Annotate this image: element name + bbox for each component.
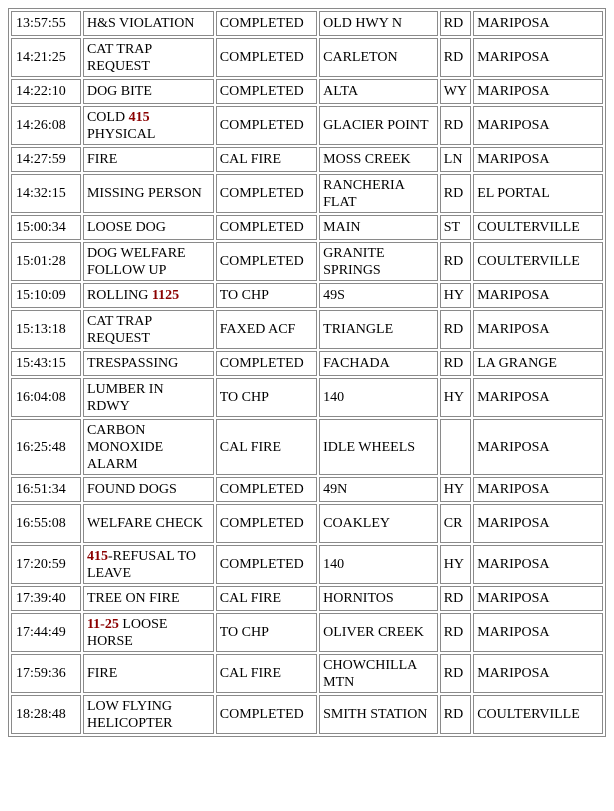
street-suffix-cell: HY <box>440 283 471 308</box>
street-cell: HORNITOS <box>319 586 438 611</box>
table-row <box>11 419 603 475</box>
city-cell: MARIPOSA <box>473 79 603 104</box>
disposition-cell: COMPLETED <box>216 106 317 145</box>
call-type-text: DOG BITE <box>86 84 152 99</box>
table-row <box>11 378 603 417</box>
city-cell: MARIPOSA <box>473 378 603 417</box>
table-row <box>11 215 603 240</box>
call-type-text: CARBON MONOXIDE ALARM <box>86 422 164 472</box>
city-cell: MARIPOSA <box>473 545 603 584</box>
city-cell: MARIPOSA <box>473 419 603 475</box>
call-type-cell <box>83 106 214 145</box>
city-cell: COULTERVILLE <box>473 215 603 240</box>
street-cell: MOSS CREEK <box>319 147 438 172</box>
street-cell: GLACIER POINT <box>319 106 438 145</box>
disposition-cell: CAL FIRE <box>216 654 317 693</box>
street-suffix-cell: HY <box>440 378 471 417</box>
call-type-cell <box>83 38 214 77</box>
disposition-cell: COMPLETED <box>216 11 317 36</box>
call-type-cell <box>83 504 214 543</box>
table-row <box>11 79 603 104</box>
street-cell: RANCHERIA FLAT <box>319 174 438 213</box>
street-cell: OLIVER CREEK <box>319 613 438 652</box>
city-cell: MARIPOSA <box>473 106 603 145</box>
time-cell: 16:25:48 <box>11 419 81 475</box>
street-suffix-cell: RD <box>440 586 471 611</box>
table-row <box>11 310 603 349</box>
time-cell: 15:10:09 <box>11 283 81 308</box>
table-row <box>11 11 603 36</box>
street-cell: OLD HWY N <box>319 11 438 36</box>
city-cell: COULTERVILLE <box>473 695 603 734</box>
street-cell: FACHADA <box>319 351 438 376</box>
code-highlight: 11-25 <box>86 616 119 632</box>
disposition-cell: TO CHP <box>216 613 317 652</box>
call-type-text: FIRE <box>86 666 118 681</box>
call-type-text: LUMBER IN RDWY <box>86 381 164 414</box>
street-suffix-cell: RD <box>440 11 471 36</box>
call-type-cell <box>83 11 214 36</box>
call-type-text: -REFUSAL TO LEAVE <box>86 548 196 581</box>
call-type-text: CAT TRAP REQUEST <box>86 313 152 346</box>
call-type-text: TRESPASSING <box>86 356 179 371</box>
disposition-cell: COMPLETED <box>216 242 317 281</box>
city-cell: MARIPOSA <box>473 586 603 611</box>
street-cell: 140 <box>319 378 438 417</box>
street-cell: GRANITE SPRINGS <box>319 242 438 281</box>
call-type-text: LOW FLYING HELICOPTER <box>86 698 173 731</box>
city-cell: MARIPOSA <box>473 504 603 543</box>
time-cell: 17:20:59 <box>11 545 81 584</box>
street-suffix-cell: LN <box>440 147 471 172</box>
city-cell: MARIPOSA <box>473 11 603 36</box>
call-type-text: TREE ON FIRE <box>86 591 180 606</box>
call-type-text: MISSING PERSON <box>86 186 202 201</box>
street-cell: 140 <box>319 545 438 584</box>
city-cell: LA GRANGE <box>473 351 603 376</box>
time-cell: 14:26:08 <box>11 106 81 145</box>
table-row <box>11 654 603 693</box>
time-cell: 16:51:34 <box>11 477 81 502</box>
time-cell: 15:01:28 <box>11 242 81 281</box>
street-suffix-cell: RD <box>440 242 471 281</box>
call-type-cell <box>83 586 214 611</box>
disposition-cell: COMPLETED <box>216 351 317 376</box>
call-type-cell <box>83 283 214 308</box>
call-type-text: CAT TRAP REQUEST <box>86 41 152 74</box>
street-suffix-cell: WY <box>440 79 471 104</box>
call-type-cell <box>83 147 214 172</box>
call-type-text: FIRE <box>86 152 118 167</box>
call-type-cell <box>83 79 214 104</box>
call-type-text: DOG WELFARE FOLLOW UP <box>86 245 186 278</box>
time-cell: 17:59:36 <box>11 654 81 693</box>
street-suffix-cell: HY <box>440 477 471 502</box>
call-type-cell <box>83 477 214 502</box>
city-cell: MARIPOSA <box>473 613 603 652</box>
call-type-cell <box>83 654 214 693</box>
table-row <box>11 613 603 652</box>
call-type-cell <box>83 378 214 417</box>
table-row <box>11 147 603 172</box>
time-cell: 15:00:34 <box>11 215 81 240</box>
table-row <box>11 242 603 281</box>
street-suffix-cell <box>440 419 471 475</box>
call-type-text: H&S VIOLATION <box>86 16 195 31</box>
call-type-cell <box>83 242 214 281</box>
call-log-table <box>8 8 606 737</box>
disposition-cell: TO CHP <box>216 378 317 417</box>
time-cell: 17:44:49 <box>11 613 81 652</box>
call-type-text: LOOSE DOG <box>86 220 166 235</box>
city-cell: MARIPOSA <box>473 283 603 308</box>
table-row <box>11 174 603 213</box>
call-type-cell <box>83 174 214 213</box>
call-type-cell <box>83 351 214 376</box>
table-row <box>11 695 603 734</box>
call-type-text: PHYSICAL <box>86 126 156 142</box>
time-cell: 14:21:25 <box>11 38 81 77</box>
disposition-cell: COMPLETED <box>216 38 317 77</box>
city-cell: COULTERVILLE <box>473 242 603 281</box>
table-row <box>11 38 603 77</box>
disposition-cell: COMPLETED <box>216 79 317 104</box>
table-row <box>11 106 603 145</box>
time-cell: 14:22:10 <box>11 79 81 104</box>
table-row <box>11 586 603 611</box>
street-suffix-cell: RD <box>440 695 471 734</box>
street-cell: SMITH STATION <box>319 695 438 734</box>
table-row <box>11 504 603 543</box>
disposition-cell: CAL FIRE <box>216 147 317 172</box>
street-cell: 49N <box>319 477 438 502</box>
call-type-text: WELFARE CHECK <box>86 516 203 531</box>
street-cell: 49S <box>319 283 438 308</box>
disposition-cell: CAL FIRE <box>216 586 317 611</box>
disposition-cell: COMPLETED <box>216 504 317 543</box>
time-cell: 14:27:59 <box>11 147 81 172</box>
city-cell: MARIPOSA <box>473 477 603 502</box>
street-cell: IDLE WHEELS <box>319 419 438 475</box>
street-cell: ALTA <box>319 79 438 104</box>
disposition-cell: COMPLETED <box>216 174 317 213</box>
time-cell: 14:32:15 <box>11 174 81 213</box>
city-cell: MARIPOSA <box>473 38 603 77</box>
time-cell: 16:04:08 <box>11 378 81 417</box>
time-cell: 13:57:55 <box>11 11 81 36</box>
call-type-text: LOOSE HORSE <box>86 616 168 649</box>
call-type-text: COLD <box>86 109 129 125</box>
street-suffix-cell: RD <box>440 351 471 376</box>
disposition-cell: COMPLETED <box>216 695 317 734</box>
street-suffix-cell: RD <box>440 106 471 145</box>
call-type-text: ROLLING <box>86 288 152 303</box>
code-highlight: 415 <box>86 548 108 564</box>
street-cell: MAIN <box>319 215 438 240</box>
code-highlight: 1125 <box>151 288 180 303</box>
call-type-cell <box>83 695 214 734</box>
time-cell: 15:13:18 <box>11 310 81 349</box>
street-cell: CARLETON <box>319 38 438 77</box>
time-cell: 15:43:15 <box>11 351 81 376</box>
city-cell: EL PORTAL <box>473 174 603 213</box>
time-cell: 18:28:48 <box>11 695 81 734</box>
street-cell: TRIANGLE <box>319 310 438 349</box>
table-row <box>11 477 603 502</box>
street-suffix-cell: HY <box>440 545 471 584</box>
time-cell: 17:39:40 <box>11 586 81 611</box>
street-suffix-cell: RD <box>440 38 471 77</box>
call-type-cell <box>83 310 214 349</box>
table-row <box>11 351 603 376</box>
city-cell: MARIPOSA <box>473 310 603 349</box>
table-row <box>11 283 603 308</box>
code-highlight: 415 <box>128 109 150 125</box>
street-cell: COAKLEY <box>319 504 438 543</box>
call-log-body <box>11 11 603 734</box>
call-type-cell <box>83 545 214 584</box>
call-type-text: FOUND DOGS <box>86 482 177 497</box>
table-row <box>11 545 603 584</box>
disposition-cell: CAL FIRE <box>216 419 317 475</box>
call-type-cell <box>83 613 214 652</box>
disposition-cell: FAXED ACF <box>216 310 317 349</box>
disposition-cell: TO CHP <box>216 283 317 308</box>
street-suffix-cell: ST <box>440 215 471 240</box>
time-cell: 16:55:08 <box>11 504 81 543</box>
street-suffix-cell: RD <box>440 310 471 349</box>
city-cell: MARIPOSA <box>473 654 603 693</box>
street-suffix-cell: RD <box>440 174 471 213</box>
disposition-cell: COMPLETED <box>216 545 317 584</box>
disposition-cell: COMPLETED <box>216 215 317 240</box>
city-cell: MARIPOSA <box>473 147 603 172</box>
street-suffix-cell: RD <box>440 654 471 693</box>
street-suffix-cell: RD <box>440 613 471 652</box>
disposition-cell: COMPLETED <box>216 477 317 502</box>
street-cell: CHOWCHILLA MTN <box>319 654 438 693</box>
call-type-cell <box>83 215 214 240</box>
street-suffix-cell: CR <box>440 504 471 543</box>
call-type-cell <box>83 419 214 475</box>
